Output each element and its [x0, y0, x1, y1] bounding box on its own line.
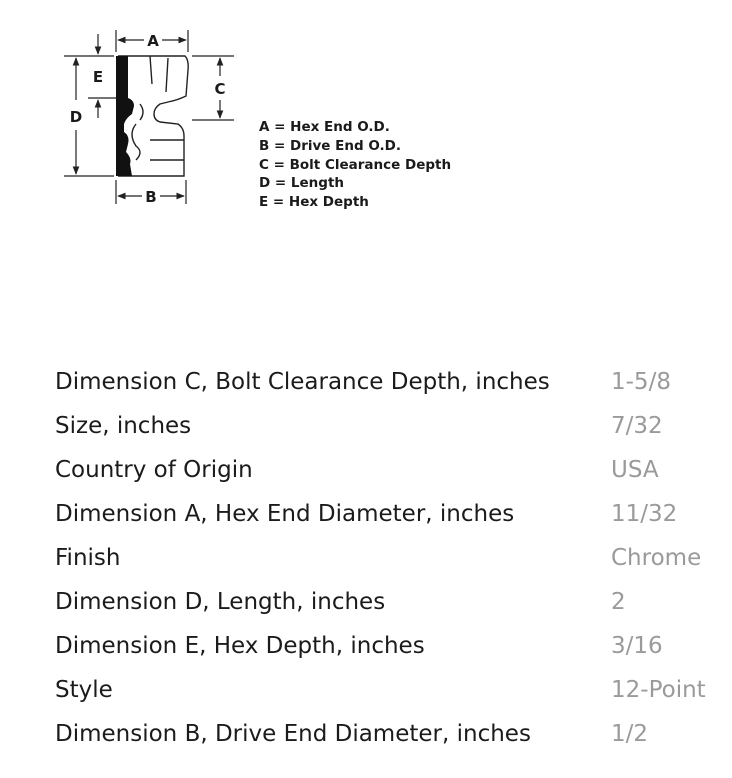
spec-label: Dimension D, Length, inches	[55, 589, 386, 615]
spec-value: 7/32	[611, 413, 663, 439]
dimension-legend	[259, 118, 451, 212]
legend-item-a: A = Hex End O.D.	[259, 119, 390, 135]
dimension-e-label: E	[92, 68, 104, 86]
dimension-d-label: D	[69, 108, 83, 126]
dimension-b-label: B	[145, 188, 157, 206]
socket-dimension-diagram	[0, 0, 732, 230]
legend-item-b: B = Drive End O.D.	[259, 137, 401, 154]
legend-item-e: E = Hex Depth	[259, 194, 369, 211]
dimension-c	[192, 56, 234, 120]
dimension-a-label: A	[147, 32, 159, 50]
spec-row-drive-end-diameter	[55, 712, 732, 756]
spec-row-length	[55, 580, 732, 624]
spec-row-size	[55, 404, 732, 448]
spec-value: 1/2	[611, 721, 649, 747]
specifications-table	[55, 360, 732, 756]
spec-value: 1-5/8	[611, 369, 671, 395]
socket-cross-section	[116, 56, 134, 176]
spec-row-bolt-clearance	[55, 360, 732, 404]
spec-value: 2	[611, 589, 626, 615]
legend-item-c: C = Bolt Clearance Depth	[259, 156, 452, 173]
spec-value: 11/32	[611, 501, 678, 527]
spec-row-hex-end-diameter	[55, 492, 732, 536]
legend-item-d: D = Length	[259, 175, 345, 192]
dimension-c-label: C	[214, 80, 226, 98]
spec-value: 12-Point	[611, 677, 706, 703]
spec-value: Chrome	[611, 545, 702, 571]
spec-row-country-of-origin	[55, 448, 732, 492]
spec-label: Size, inches	[55, 413, 192, 439]
spec-label: Style	[55, 677, 113, 703]
spec-row-style	[55, 668, 732, 712]
spec-row-finish	[55, 536, 732, 580]
spec-label: Dimension B, Drive End Diameter, inches	[55, 721, 531, 747]
spec-value: USA	[611, 457, 659, 483]
spec-value: 3/16	[611, 633, 663, 659]
spec-label: Dimension A, Hex End Diameter, inches	[55, 501, 515, 527]
spec-row-hex-depth	[55, 624, 732, 668]
spec-label: Dimension C, Bolt Clearance Depth, inches	[55, 369, 550, 395]
spec-label: Country of Origin	[55, 457, 253, 483]
spec-label: Dimension E, Hex Depth, inches	[55, 633, 425, 659]
spec-label: Finish	[55, 545, 121, 571]
